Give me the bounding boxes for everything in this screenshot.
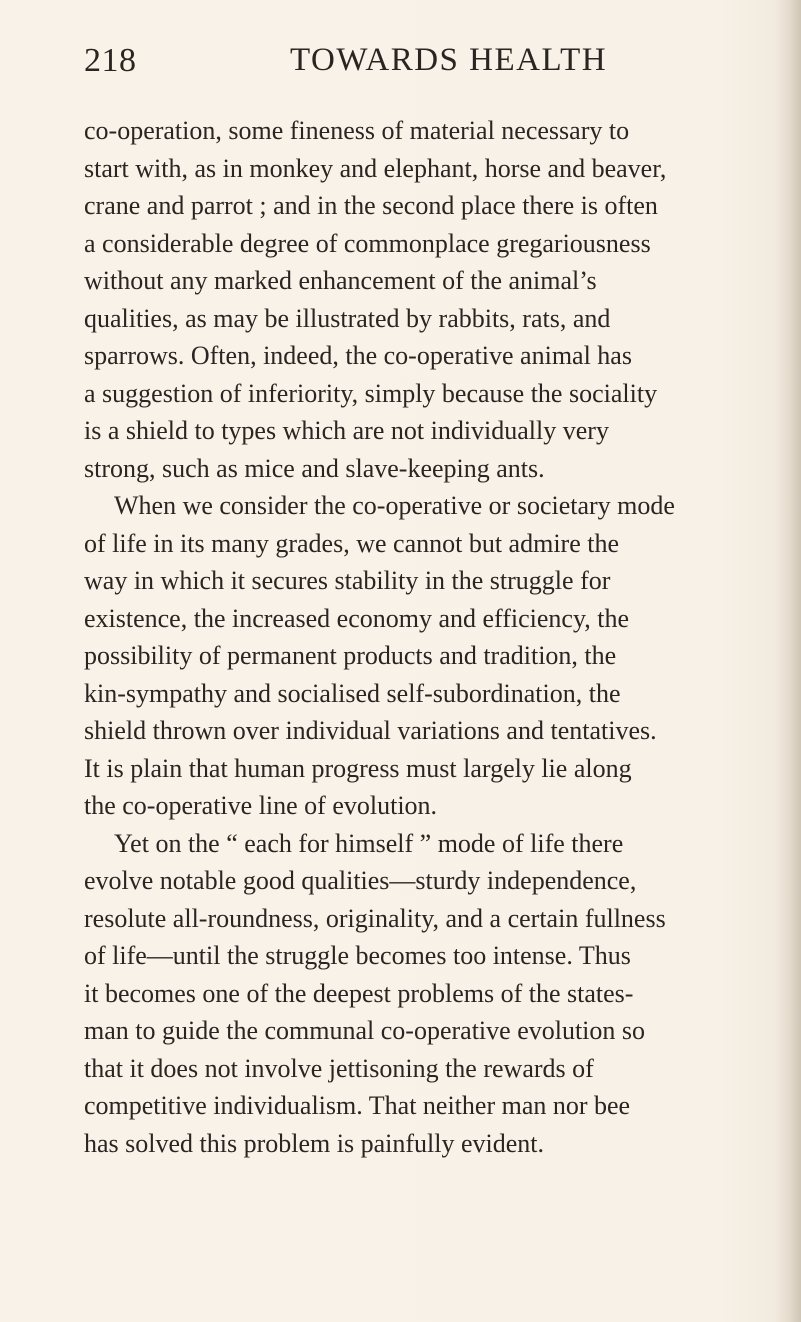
text-line: resolute all-roundness, originality, and a certain fullness xyxy=(84,903,666,933)
text-line: evolve notable good qualities—sturdy independence, xyxy=(84,866,637,895)
text-line: of life in its many grades, we cannot but admire the xyxy=(84,528,620,558)
text-line: way in which it secures stability in the struggle for xyxy=(84,566,611,595)
text-line: crane and parrot ; and in the second place there is often xyxy=(84,191,658,220)
paragraph-start-line: Yet on the “ each for himself ” mode of life there xyxy=(114,828,624,858)
text-line: sparrows. Often, indeed, the co-operative animal has xyxy=(84,341,632,370)
page-header xyxy=(84,42,734,92)
text-line: it becomes one of the deepest problems of the states- xyxy=(84,978,634,1008)
text-line: competitive individualism. That neither man nor bee xyxy=(84,1091,631,1120)
text-line: qualities, as may be illustrated by rabbits, rats, and xyxy=(84,303,611,333)
text-line: man to guide the communal co-operative evolution so xyxy=(84,1016,646,1045)
text-line: strong, such as mice and slave-keeping ants. xyxy=(84,453,545,483)
text-line: shield thrown over individual variations and tentatives. xyxy=(84,716,657,745)
text-line: a considerable degree of commonplace gregariousness xyxy=(84,228,651,258)
text-line: possibility of permanent products and tradition, the xyxy=(84,641,617,670)
text-line: has solved this problem is painfully evident. xyxy=(84,1128,544,1158)
text-line: of life—until the struggle becomes too intense. Thus xyxy=(84,941,631,970)
page-number: 218 xyxy=(84,42,137,79)
text-line: a suggestion of inferiority, simply because the sociality xyxy=(84,378,658,408)
text-line: kin-sympathy and socialised self-subordination, the xyxy=(84,678,621,708)
body-text xyxy=(84,112,784,1162)
text-line: without any marked enhancement of the animal’s xyxy=(84,266,597,295)
text-line: that it does not involve jettisoning the rewards of xyxy=(84,1053,594,1083)
text-line: the co-operative line of evolution. xyxy=(84,791,438,820)
text-line: It is plain that human progress must largely lie along xyxy=(84,753,632,783)
paragraph-start-line: When we consider the co-operative or societary mode xyxy=(114,491,675,520)
text-line: is a shield to types which are not individually very xyxy=(84,416,609,445)
text-line: start with, as in monkey and elephant, horse and beaver, xyxy=(84,153,667,183)
text-line: existence, the increased economy and efficiency, the xyxy=(84,603,630,633)
running-title: TOWARDS HEALTH xyxy=(290,42,608,78)
text-line: co-operation, some fineness of material necessary to xyxy=(84,116,630,145)
